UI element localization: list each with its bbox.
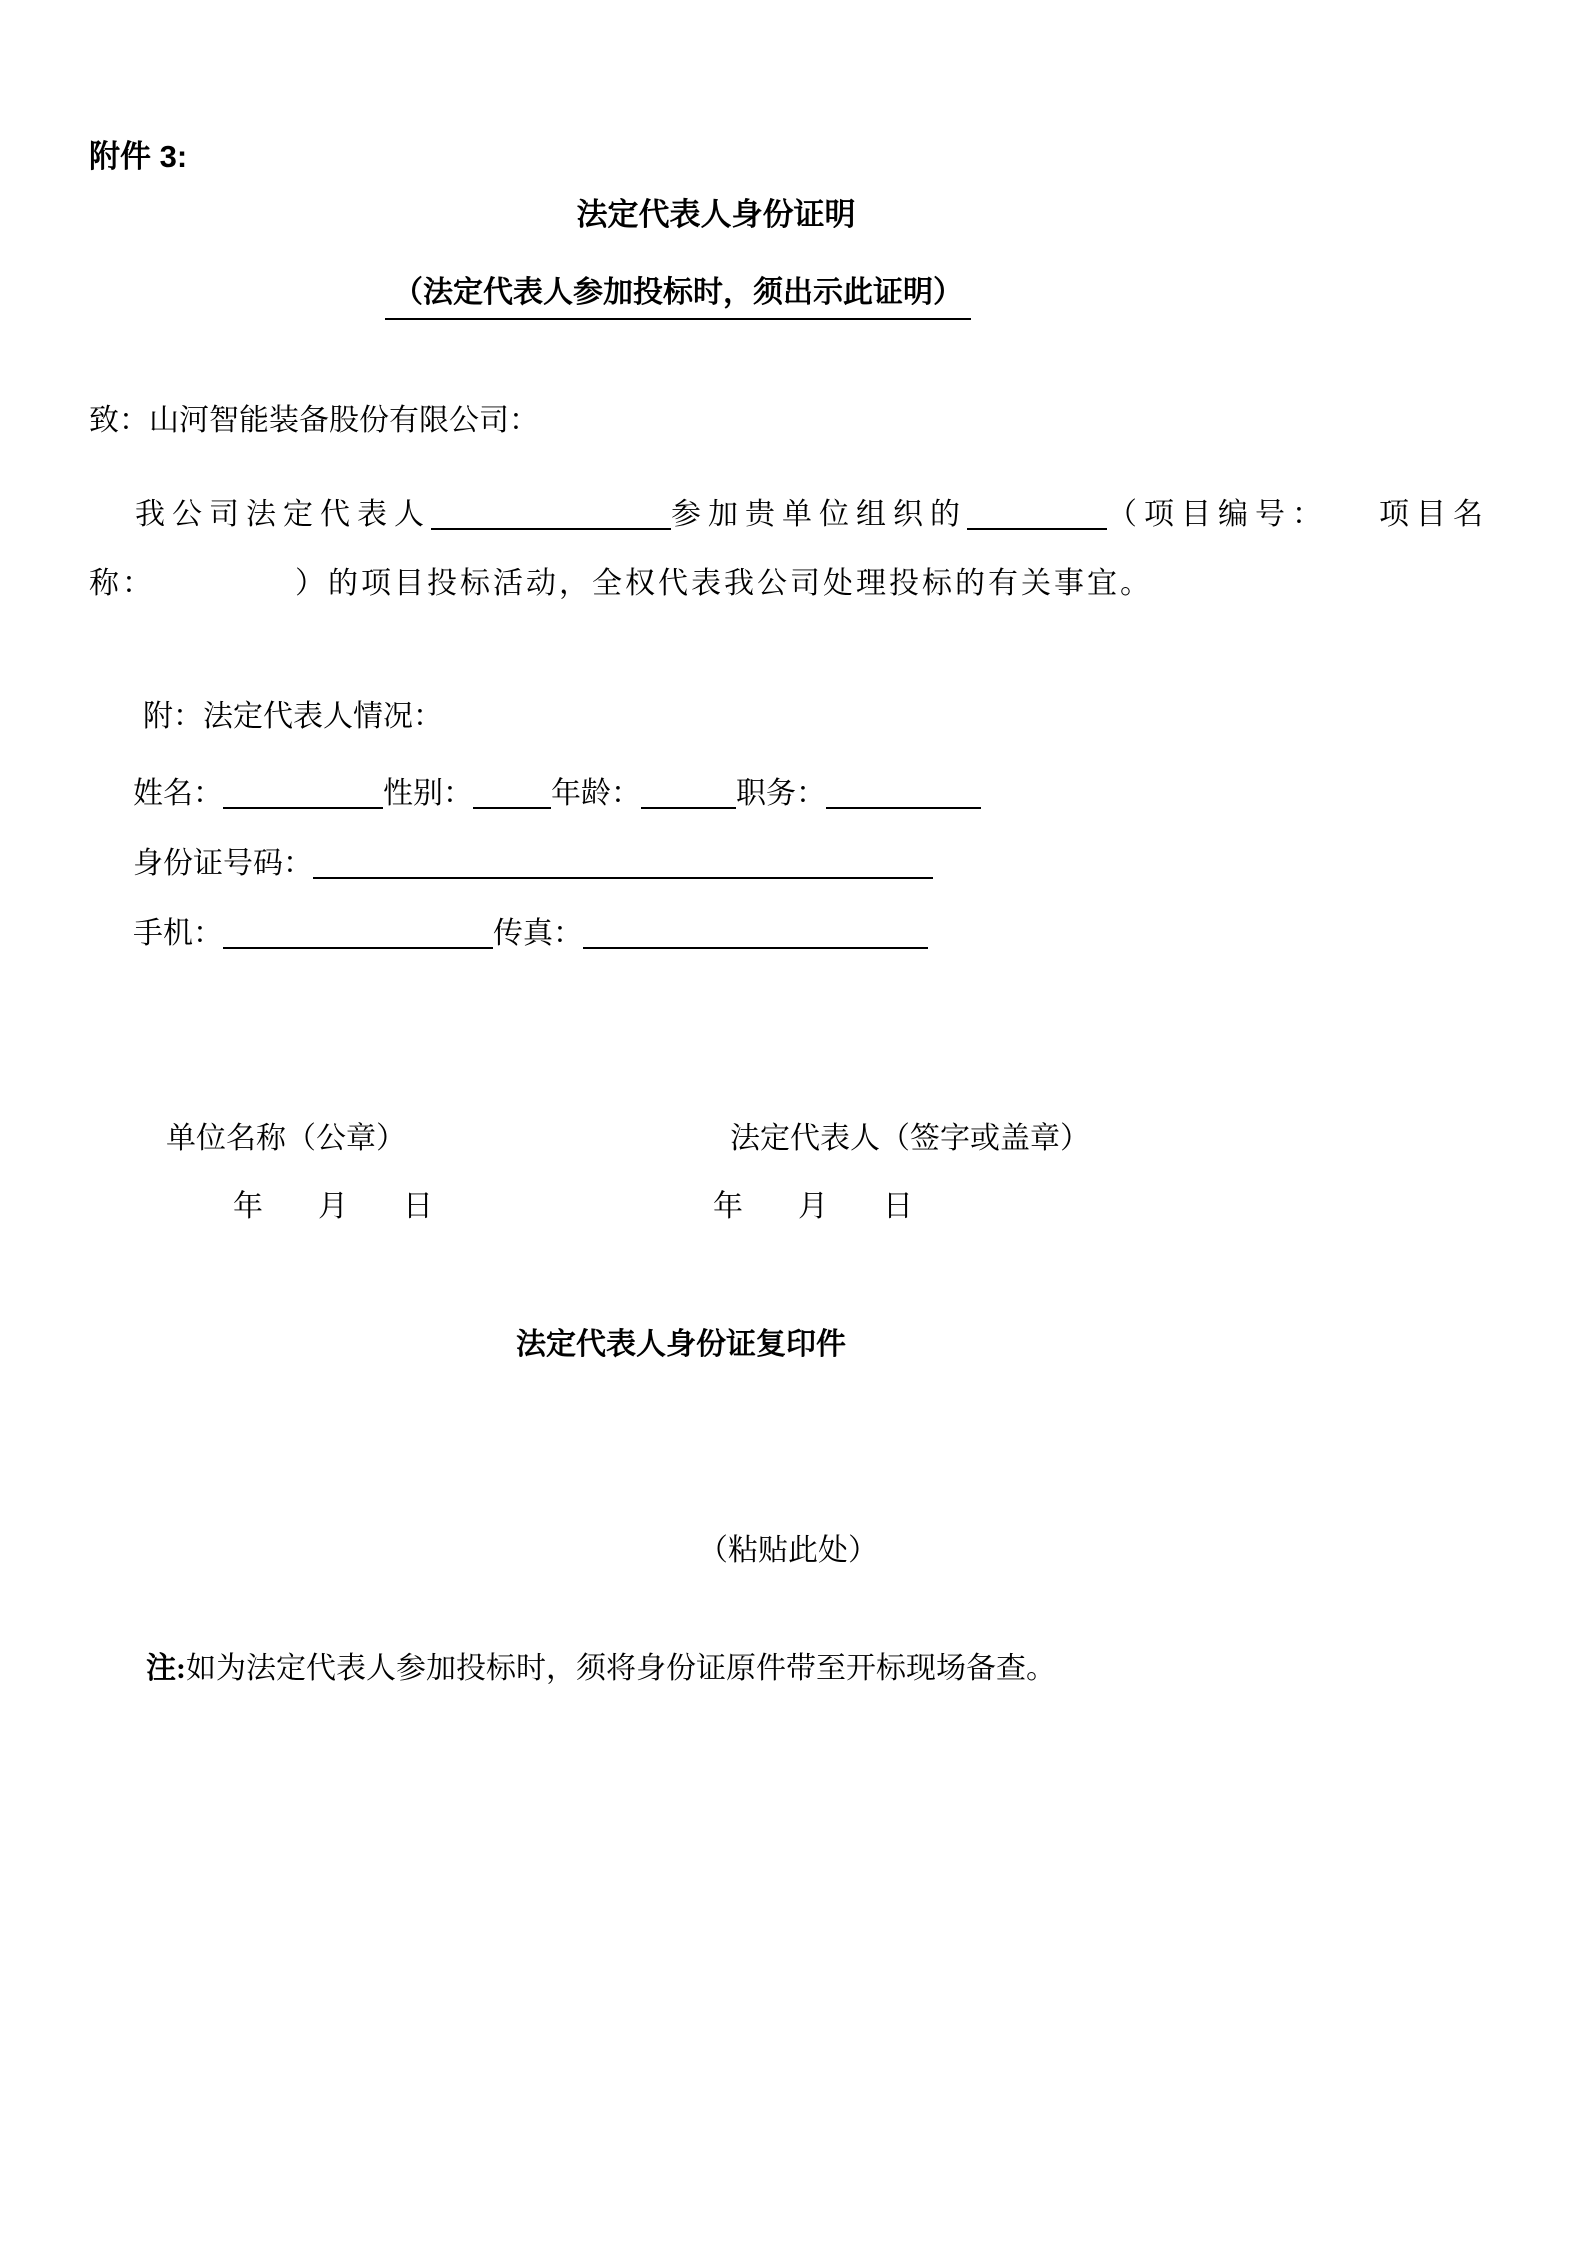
paragraph-seg3: （项目编号：: [1107, 498, 1329, 531]
project-number-gap: [1329, 523, 1379, 524]
month-label-left: 月: [318, 1190, 348, 1223]
name-label: 姓名：: [133, 777, 223, 810]
id-number-label: 身份证号码：: [133, 847, 313, 880]
body-paragraph-line2: [89, 565, 1153, 603]
date-line-right: [713, 1188, 913, 1226]
blank-mobile: [223, 917, 493, 949]
body-paragraph-line1: [89, 496, 1490, 534]
rep-signature-label: 法定代表人（签字或盖章）: [730, 1122, 1090, 1155]
note-prefix: 注:: [146, 1652, 186, 1685]
paragraph-seg2: 参加贵单位组织的: [671, 498, 967, 531]
blank-id-number: [313, 847, 933, 879]
mobile-label: 手机：: [133, 917, 223, 950]
attachment-label: 附件 3:: [89, 139, 188, 174]
month-label-right: 月: [798, 1190, 828, 1223]
bottom-note: [146, 1650, 1056, 1688]
unit-name-label: 单位名称（公章）: [166, 1122, 406, 1155]
title-label: 职务：: [736, 777, 826, 810]
blank-gender: [473, 777, 551, 809]
blank-project: [967, 498, 1107, 530]
document-subtitle-row: [0, 274, 1356, 320]
blank-title: [826, 777, 981, 809]
rep-info-heading: 附：法定代表人情况：: [143, 700, 443, 733]
fax-label: 传真：: [493, 917, 583, 950]
rep-info-row-3: [133, 915, 928, 953]
blank-representative-name: [431, 498, 671, 530]
year-label-right: 年: [713, 1190, 743, 1223]
paragraph-seg4: 项目名: [1379, 498, 1490, 531]
document-title: 法定代表人身份证明: [576, 197, 856, 232]
date-line-left: [233, 1188, 433, 1226]
rep-info-row-1: [133, 775, 981, 813]
note-text: 如为法定代表人参加投标时，须将身份证原件带至开标现场备查。: [186, 1652, 1056, 1685]
day-label-left: 日: [403, 1190, 433, 1223]
gender-label: 性别：: [383, 777, 473, 810]
paragraph-seg5: 称：: [89, 567, 155, 600]
paragraph-seg1: 我公司法定代表人: [135, 498, 431, 531]
blank-fax: [583, 917, 928, 949]
document-subtitle: （法定代表人参加投标时，须出示此证明）: [385, 274, 971, 320]
day-label-right: 日: [883, 1190, 913, 1223]
paragraph-indent: [89, 523, 135, 524]
paste-here-note: （粘贴此处）: [698, 1534, 878, 1567]
blank-name: [223, 777, 383, 809]
age-label: 年龄：: [551, 777, 641, 810]
id-copy-title: 法定代表人身份证复印件: [516, 1328, 846, 1361]
rep-info-row-2: [133, 845, 933, 883]
blank-age: [641, 777, 736, 809]
paragraph-seg6: ）的项目投标活动，全权代表我公司处理投标的有关事宜。: [295, 567, 1153, 600]
addressee-line: 致：山河智能装备股份有限公司：: [89, 404, 539, 437]
year-label-left: 年: [233, 1190, 263, 1223]
project-name-gap: [155, 592, 295, 593]
